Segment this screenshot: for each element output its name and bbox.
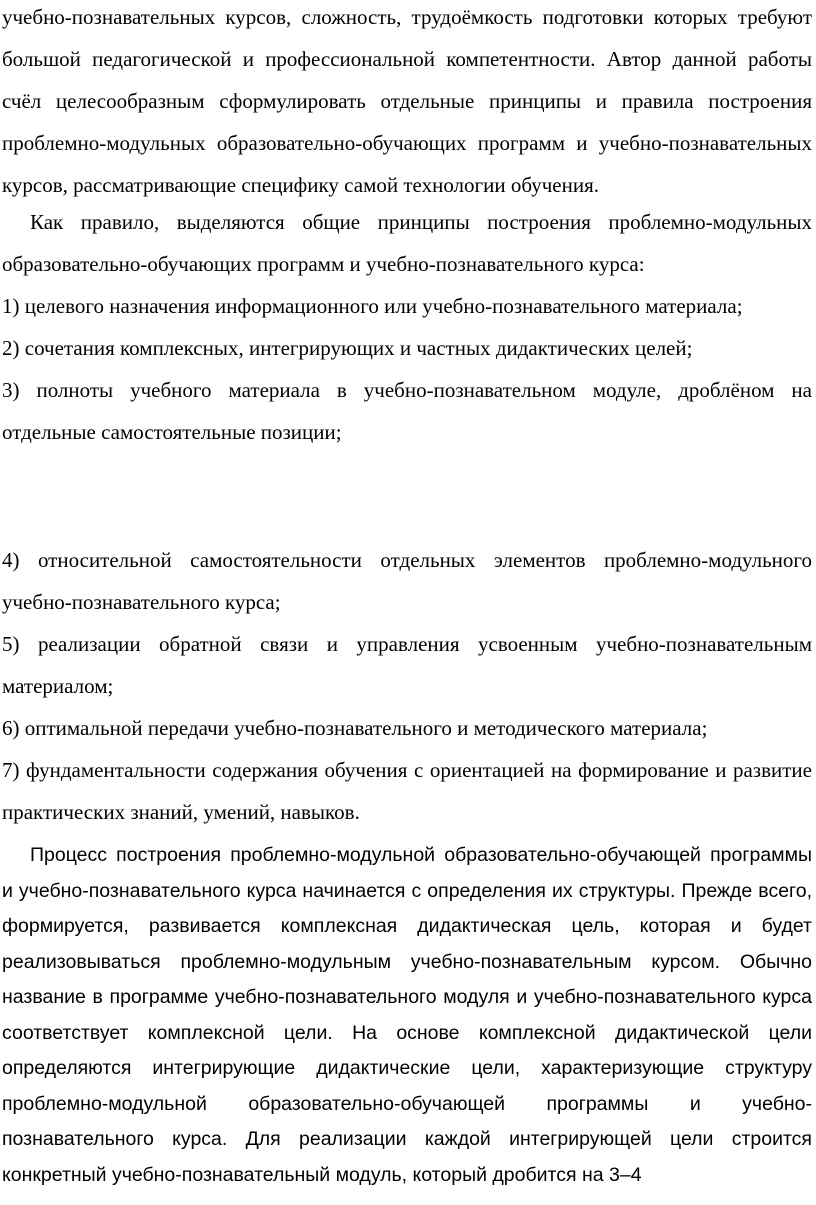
principles-text-block <box>2 201 812 453</box>
principles-continued-block <box>2 539 812 833</box>
principle-item-5: 5) реализации обратной связи и управления усвоенным учебно-познавательным материалом; <box>2 632 812 698</box>
intro-text-block <box>2 0 812 206</box>
principle-item-6: 6) оптимальной передачи учебно-познавательного и методического материала; <box>2 716 708 740</box>
paragraph-process: Процесс построения проблемно-модульной образовательно-обучающей программы и учебно-познавательного курса начинается с определения их структуры. Прежде всего, формируется, развивается комплексная дидактическая цель, которая и будет реализовываться проблемно-модульным учебно-познавательным курсом. Обычно название в программе учебно-познавательного модуля и учебно-познавательного курса соответствует комплексной цели. На основе комплексной дидактической цели определяются интегрирующие дидактические цели, характеризующие структуру проблемно-модульной образовательно-обучающей программы и учебно-познавательного курса. Для реализации каждой интегрирующей цели строится конкретный учебно-познавательный модуль, который дробится на 3–4 <box>2 844 812 1186</box>
principle-item-7: 7) фундаментальности содержания обучения с ориентацией на формирование и развитие практических знаний, умений, навыков. <box>2 758 812 824</box>
principle-item-1: 1) целевого назначения информационного или учебно-познавательного материала; <box>2 294 743 318</box>
principle-item-3: 3) полноты учебного материала в учебно-познавательном модуле, дроблёном на отдельные самостоятельные позиции; <box>2 378 812 444</box>
principle-item-2: 2) сочетания комплексных, интегрирующих и частных дидактических целей; <box>2 336 693 360</box>
process-text-block <box>2 838 812 1193</box>
paragraph-principles-lead: Как правило, выделяются общие принципы построения проблемно-модульных образовательно-обучающих программ и учебно-познавательного курса: <box>2 210 812 276</box>
paragraph-intro: учебно-познавательных курсов, сложность, трудоёмкость подготовки которых требуют большой педагогической и профессиональной компетентности. Автор данной работы счёл целесообразным сформулировать отдельные принципы и правила построения проблемно-модульных образовательно-обучающих программ и учебно-познавательных курсов, рассматривающие специфику самой технологии обучения. <box>2 5 812 197</box>
principle-item-4: 4) относительной самостоятельности отдельных элементов проблемно-модульного учебно-познавательного курса; <box>2 548 812 614</box>
